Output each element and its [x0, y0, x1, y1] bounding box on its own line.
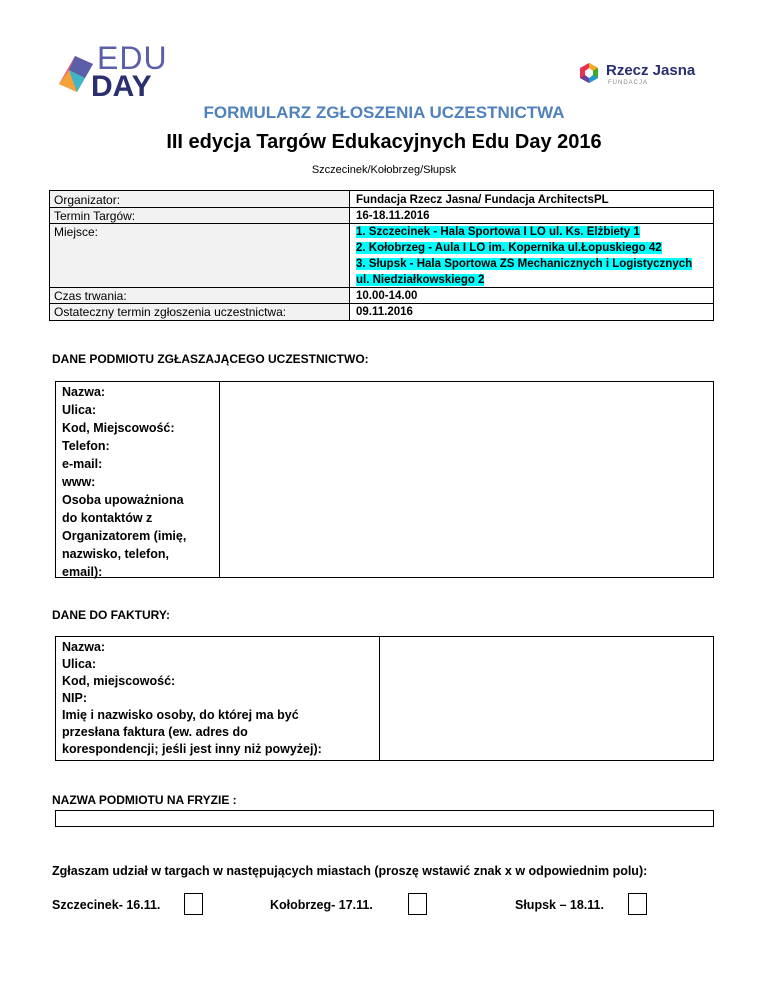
deadline-value: 09.11.2016 [356, 306, 413, 318]
place-value-2: 2. Kołobrzeg - Aula I LO im. Kopernika ul.Łopuskiego 42 [356, 242, 662, 254]
frieze-heading: NAZWA PODMIOTU NA FRYZIE : [52, 793, 237, 807]
participation-statement: Zgłaszam udział w targach w następujących miastach (proszę wstawić znak x w odpowiednim polu): [52, 864, 648, 878]
info-labels-column [50, 191, 350, 320]
applicant-contact-label-4: nazwisko, telefon, [62, 547, 169, 561]
applicant-table [55, 381, 714, 578]
applicant-input-field[interactable] [220, 382, 713, 577]
logo-day-text: DAY [91, 70, 152, 103]
applicant-phone-label: Telefon: [62, 439, 110, 453]
invoice-nip-label: NIP: [62, 691, 87, 705]
row-divider [50, 223, 713, 224]
place-value-1: 1. Szczecinek - Hala Sportowa I LO ul. Ks. Elżbiety 1 [356, 226, 640, 238]
logo-fundacja-text: FUNDACJA [608, 80, 649, 86]
checkbox-szczecinek[interactable] [184, 893, 203, 915]
date-value: 16-18.11.2016 [356, 210, 430, 222]
logo-edu-text: EDU [97, 40, 168, 76]
invoice-table [55, 636, 714, 761]
applicant-www-label: www: [62, 475, 96, 489]
duration-value: 10.00-14.00 [356, 290, 418, 302]
applicant-email-label: e-mail: [62, 457, 103, 471]
deadline-label: Ostateczny termin zgłoszenia uczestnictwa: [54, 305, 287, 319]
place-value-3: 3. Słupsk - Hala Sportowa ZS Mechanicznych i Logistycznych [356, 258, 693, 270]
logo-rzecz-jasna-text: Rzecz Jasna [606, 62, 696, 79]
info-values-column [350, 191, 713, 320]
invoice-name-label: Nazwa: [62, 640, 106, 654]
rzecz-jasna-logo [578, 60, 708, 90]
event-title: III edycja Targów Edukacyjnych Edu Day 2016 [166, 131, 602, 153]
applicant-name-label: Nazwa: [62, 385, 106, 399]
row-divider [50, 303, 713, 304]
applicant-city-label: Kod, Miejscowość: [62, 421, 175, 435]
book-icon [55, 54, 95, 94]
row-divider [50, 287, 713, 288]
edu-day-logo [55, 40, 168, 103]
organizer-label: Organizator: [54, 193, 121, 207]
invoice-street-label: Ulica: [62, 657, 97, 671]
invoice-heading: DANE DO FAKTURY: [52, 608, 170, 622]
applicant-contact-label-3: Organizatorem (imię, [62, 529, 187, 543]
invoice-recipient-label-3: korespondencji; jeśli jest inny niż powyżej): [62, 742, 322, 756]
applicant-contact-label-1: Osoba upoważniona [62, 493, 184, 507]
invoice-recipient-label-2: przesłana faktura (ew. adres do [62, 725, 248, 739]
hexagon-icon [578, 62, 600, 84]
checkbox-slupsk[interactable] [628, 893, 647, 915]
duration-label: Czas trwania: [54, 289, 127, 303]
date-label: Termin Targów: [54, 209, 136, 223]
frieze-input-field[interactable] [55, 810, 714, 827]
option-slupsk-label: Słupsk – 18.11. [515, 898, 604, 912]
option-szczecinek-label: Szczecinek- 16.11. [52, 898, 161, 912]
applicant-contact-label-5: email): [62, 565, 103, 579]
cities-subtitle: Szczecinek/Kołobrzeg/Słupsk [311, 164, 457, 176]
place-value-4: ul. Niedziałkowskiego 2 [356, 274, 485, 286]
checkbox-kolobrzeg[interactable] [408, 893, 427, 915]
place-label: Miejsce: [54, 225, 99, 239]
form-title: FORMULARZ ZGŁOSZENIA UCZESTNICTWA [203, 103, 565, 122]
applicant-contact-label-2: do kontaktów z [62, 511, 153, 525]
applicant-heading: DANE PODMIOTU ZGŁASZAJĄCEGO UCZESTNICTWO: [52, 352, 369, 366]
invoice-input-field[interactable] [380, 637, 713, 760]
invoice-recipient-label-1: Imię i nazwisko osoby, do której ma być [62, 708, 299, 722]
organizer-value: Fundacja Rzecz Jasna/ Fundacja ArchitectsPL [356, 194, 609, 206]
invoice-city-label: Kod, miejscowość: [62, 674, 176, 688]
applicant-street-label: Ulica: [62, 403, 97, 417]
event-info-table [49, 190, 714, 321]
option-kolobrzeg-label: Kołobrzeg- 17.11. [270, 898, 373, 912]
row-divider [50, 207, 713, 208]
